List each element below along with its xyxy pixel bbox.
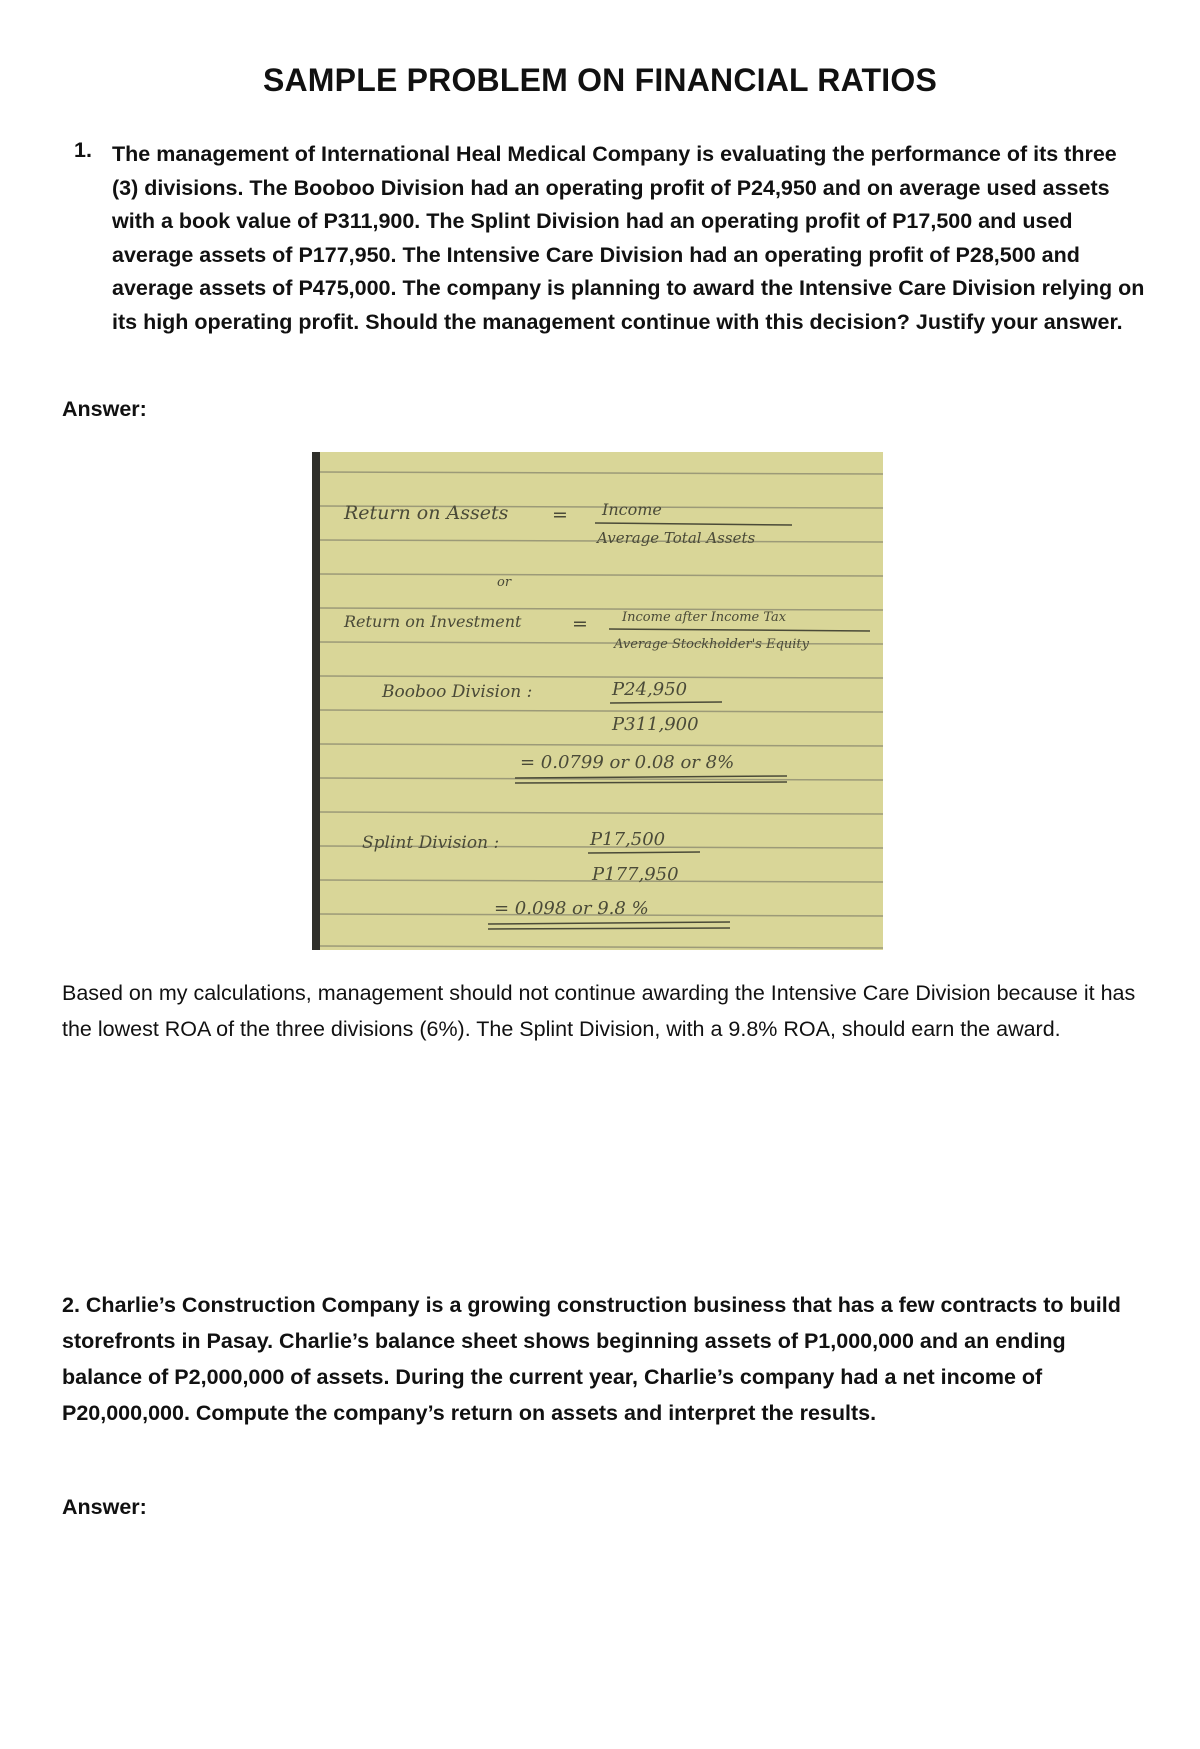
hw-roi-numerator: Income after Income Tax xyxy=(622,610,787,625)
question-1-text: The management of International Heal Medical Company is evaluating the performance of its three (3) divisions. The Booboo Division had an operating profit of P24,950 and on average used assets with a book value of P311,900. The Splint Division had an operating profit of P17,500 and used average assets of P177,950. The Intensive Care Division had an operating profit of P28,500 and average assets of P475,000. The company is planning to award the Intensive Care Division relying on its high operating profit. Should the management continue with this decision? Justify your answer. xyxy=(112,142,1145,334)
page-title: SAMPLE PROBLEM ON FINANCIAL RATIOS xyxy=(262,62,938,98)
hw-or-word: or xyxy=(497,575,512,590)
hw-roi-denominator: Average Stockholder's Equity xyxy=(614,637,809,652)
hw-splint-result: = 0.098 or 9.8 % xyxy=(494,898,649,919)
answer-label-1: Answer: xyxy=(62,397,147,421)
question-1-number: 1. xyxy=(74,138,92,162)
answer-label-2: Answer: xyxy=(62,1495,147,1519)
hw-roa-numerator: Income xyxy=(602,500,662,519)
hw-roa-label: Return on Assets xyxy=(344,502,509,524)
hw-roi-equals: = xyxy=(572,613,588,635)
answer-explanation: Based on my calculations, management should not continue awarding the Intensive Care Division because it has the lowest ROA of the three divisions (6%). The Splint Division, with a 9.8% ROA, should earn the award. xyxy=(62,981,1136,1041)
question-1 xyxy=(66,138,1146,339)
hw-splint-numerator: P17,500 xyxy=(590,829,666,850)
hw-booboo-label: Booboo Division : xyxy=(382,682,533,702)
hw-splint-label: Splint Division : xyxy=(362,833,500,853)
hw-splint-denominator: P177,950 xyxy=(592,864,679,885)
hw-booboo-result: = 0.0799 or 0.08 or 8% xyxy=(520,752,735,773)
hw-booboo-denominator: P311,900 xyxy=(612,714,699,735)
hw-roa-denominator: Average Total Assets xyxy=(597,529,756,547)
hw-roi-label: Return on Investment xyxy=(344,612,522,631)
handwritten-solution-photo xyxy=(312,452,883,950)
hw-roa-equals: = xyxy=(552,504,568,526)
question-2-text: 2. Charlie’s Construction Company is a growing construction business that has a few contracts to build storefronts in Pasay. Charlie’s balance sheet shows beginning assets of P1,000,000 and an ending balance of P2,000,000 of assets. During the current year, Charlie’s company had a net income of P20,000,000. Compute the company’s return on assets and interpret the results. xyxy=(62,1293,1121,1425)
hw-booboo-numerator: P24,950 xyxy=(612,679,688,700)
